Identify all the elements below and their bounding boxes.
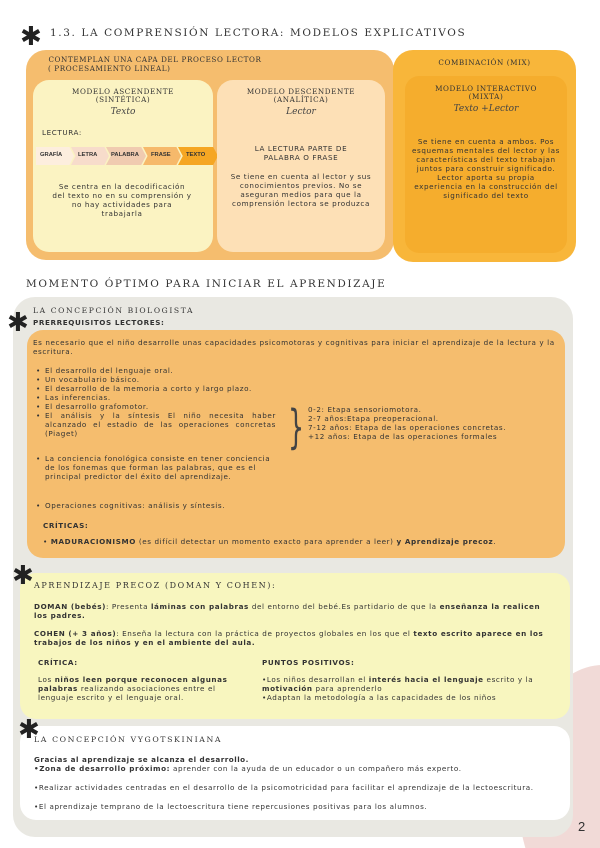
asterisk-icon: ✱ bbox=[7, 308, 29, 338]
positivos-text bbox=[262, 675, 542, 702]
descendente-body: Se tiene en cuenta al lector y sus conocimientos previos. No se aseguran medios para que la comprensión lectora se produzca bbox=[230, 172, 372, 208]
pos-b2: motivación bbox=[262, 684, 313, 693]
vygotsky-zona bbox=[34, 764, 556, 773]
list-item: • Operaciones cognitivas: análisis y síntesis. bbox=[36, 501, 336, 510]
pos-line2: •Adaptan la metodología a las capacidades de los niños bbox=[262, 693, 497, 702]
step-label: TEXTO bbox=[186, 152, 206, 158]
step-label: LETRA bbox=[78, 152, 98, 158]
pos-t1: •Los niños desarrollan el bbox=[262, 675, 369, 684]
biologista-title: LA CONCEPCIÓN BIOLOGISTA bbox=[33, 306, 195, 315]
cohen-t1: : Enseña la lectura con la práctica de proyectos globales en los que el bbox=[116, 629, 414, 638]
precoz-title: APRENDIZAJE PRECOZ (DOMAN Y COHEN): bbox=[34, 581, 277, 590]
critica-text bbox=[38, 675, 248, 702]
step-label: GRAFÍA bbox=[40, 152, 63, 158]
critica-t2: realizando asociaciones entre el lenguaje escrito y el lenguaje oral. bbox=[38, 684, 216, 702]
stage-item: 2-7 años:Etapa preoperacional. bbox=[308, 414, 439, 423]
lectura-label: LECTURA: bbox=[42, 128, 82, 137]
ascendente-card bbox=[33, 80, 213, 252]
critica-b1: niños leen porque reconocen algunas palabras bbox=[38, 675, 228, 693]
cohen-b2: texto escrito aparece en los trabajos de los niños y en el ambiente del aula. bbox=[34, 629, 544, 647]
pos-t3: para aprenderlo bbox=[312, 684, 383, 693]
vygotsky-title: LA CONCEPCIÓN VYGOTSKINIANA bbox=[34, 735, 223, 744]
ascendente-subtitle: (SINTÉTICA) bbox=[95, 95, 151, 104]
list-item: • Un vocabulario básico. bbox=[36, 375, 276, 384]
criticas-text: • MADURACIONISMO (es difícil detectar un momento exacto para aprender a leer) y Aprendizaje precoz. bbox=[43, 537, 497, 546]
section2-title: MOMENTO ÓPTIMO PARA INICIAR EL APRENDIZAJE bbox=[26, 278, 387, 290]
mix-body: Se tiene en cuenta a ambos. Pos esquemas mentales del lector y las características del texto trabajan juntos para construir significado. Lector aporta su propia experiencia en la construcción del significado del texto bbox=[412, 137, 560, 200]
prereq-label: PRERREQUISITOS LECTORES: bbox=[33, 318, 165, 327]
ascendente-script: Texto bbox=[110, 107, 136, 117]
list-item: • El desarrollo del lenguaje oral. bbox=[36, 366, 276, 375]
list-item: • El desarrollo grafomotor. bbox=[36, 402, 276, 411]
vygotsky-line4: •El aprendizaje temprano de la lectoescritura tiene repercusiones positivas para los alumnos. bbox=[34, 802, 428, 811]
asterisk-icon: ✱ bbox=[12, 561, 34, 591]
step-label: FRASE bbox=[151, 152, 171, 158]
doman-label: DOMAN (bebés) bbox=[34, 602, 106, 611]
doman-b2: láminas con palabras bbox=[150, 602, 249, 611]
mix-subtitle: (MIXTA) bbox=[468, 92, 504, 101]
criticas-label: CRÍTICAS: bbox=[43, 521, 89, 530]
list-item: • Las inferencias. bbox=[36, 393, 276, 402]
reading-steps bbox=[36, 147, 216, 165]
piaget-stages bbox=[308, 405, 551, 441]
list-item: • El análisis y la síntesis El niño necesita haber alcanzado el estadio de las operaciones concretas (Piaget) bbox=[36, 411, 276, 438]
zona-text: aprender con la ayuda de un educador o un compañero más experto. bbox=[170, 764, 462, 773]
linear-models-header: CONTEMPLAN UNA CAPA DEL PROCESO LECTOR bbox=[48, 55, 262, 64]
zona-label: •Zona de desarrollo próximo: bbox=[34, 764, 171, 773]
descendente-card bbox=[217, 80, 385, 252]
section1-title: 1.3. LA COMPRENSIÓN LECTORA: MODELOS EXPLICATIVOS bbox=[50, 27, 467, 39]
descendente-lead: LA LECTURA PARTE DE PALABRA O FRASE bbox=[254, 144, 348, 162]
doman-t2: del entorno del bebé.Es partidario de que la bbox=[248, 602, 440, 611]
doman-text bbox=[34, 602, 556, 620]
vygotsky-line3: •Realizar actividades centradas en el desarrollo de la psicomotricidad para facilitar el aprendizaje de la lectoescritura. bbox=[34, 783, 534, 792]
descendente-title: MODELO DESCENDENTE bbox=[246, 87, 356, 96]
cohen-label: COHEN (+ 3 años) bbox=[34, 629, 117, 638]
vygotsky-lead: Gracias al aprendizaje se alcanza el desarrollo. bbox=[34, 755, 249, 764]
prereq-list bbox=[36, 366, 276, 438]
stage-item: 0-2: Etapa sensoriomotora. bbox=[308, 405, 422, 414]
criticas-text-2: . bbox=[493, 537, 497, 546]
cohen-text bbox=[34, 629, 556, 647]
mix-header: COMBINACIÓN (MIX) bbox=[438, 58, 531, 67]
critica-t1: Los bbox=[38, 675, 55, 684]
descendente-subtitle: (ANALÍTICA) bbox=[273, 95, 329, 104]
ascendente-body: Se centra en la decodificación del texto no en su comprensión y no hay actividades para trabajarla bbox=[52, 182, 192, 218]
descendente-script: Lector bbox=[286, 107, 316, 117]
asterisk-icon: ✱ bbox=[18, 715, 40, 745]
list-item: • La conciencia fonológica consiste en tener conciencia de los fonemas que forman las palabras, que es el principal predictor del éxito del aprendizaje. bbox=[36, 454, 276, 481]
mix-script: Texto +Lector bbox=[453, 104, 519, 114]
stage-item: 7-12 años: Etapa de las operaciones concretas. bbox=[308, 423, 507, 432]
mix-title: MODELO INTERACTIVO bbox=[435, 84, 537, 93]
criticas-bold-2: y Aprendizaje precoz bbox=[396, 537, 494, 546]
pos-t2: escrito y la bbox=[483, 675, 534, 684]
doman-t1: : Presenta bbox=[106, 602, 151, 611]
stages-brace: } bbox=[288, 400, 305, 454]
list-item: • El desarrollo de la memoria a corto y largo plazo. bbox=[36, 384, 276, 393]
prereq-list-2 bbox=[36, 454, 276, 481]
step-label: PALABRA bbox=[111, 152, 139, 158]
doman-b3: enseñanza la realicen los padres. bbox=[34, 602, 541, 620]
prereq-list-3 bbox=[36, 501, 336, 510]
criticas-text-1: (es difícil detectar un momento exacto para aprender a leer) bbox=[135, 537, 397, 546]
asterisk-icon: ✱ bbox=[20, 22, 42, 52]
linear-models-subheader: ( PROCESAMIENTO LINEAL) bbox=[48, 64, 171, 73]
ascendente-title: MODELO ASCENDENTE bbox=[72, 87, 174, 96]
pos-b1: interés hacia el lenguaje bbox=[368, 675, 484, 684]
stage-item: +12 años: Etapa de las operaciones formales bbox=[308, 432, 498, 441]
critica-label: CRÍTICA: bbox=[38, 658, 78, 667]
positivos-label: PUNTOS POSITIVOS: bbox=[262, 658, 355, 667]
criticas-bold-1: MADURACIONISMO bbox=[50, 537, 136, 546]
page-number: 2 bbox=[578, 819, 586, 834]
biologista-intro: Es necesario que el niño desarrolle unas capacidades psicomotoras y cognitivas para iniciar el aprendizaje de la lectura y la escritura. bbox=[33, 338, 555, 356]
